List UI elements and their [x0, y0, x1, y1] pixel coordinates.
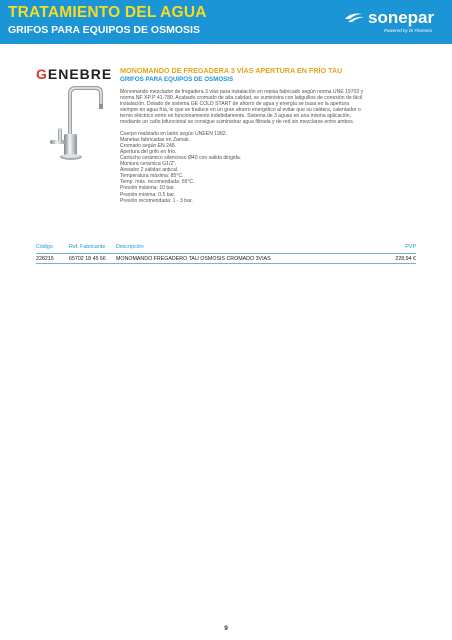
header-pvp: PVP — [405, 244, 416, 250]
product-specs — [120, 131, 400, 204]
logo-wordmark: sonepar — [368, 8, 435, 27]
cell-code: 228215 — [36, 255, 54, 262]
page-header — [0, 0, 452, 44]
spec-line: Presión recomendada: 1 - 3 bar. — [120, 197, 193, 204]
spec-line: Apertura del grifo en frío. — [120, 148, 177, 155]
description-line: termo eléctrico entre en funcionamiento indebidamente. Sistema de 3 aguas en una misma aplicación, — [120, 113, 352, 120]
section-subtitle: GRIFOS PARA EQUIPOS DE OSMOSIS — [8, 24, 200, 36]
product-subtitle: GRIFOS PARA EQUIPOS DE OSMOSIS — [120, 76, 234, 83]
spec-line: Temperatura máxima: 85°C. — [120, 173, 184, 180]
logo-powered-by: Powered by Di Florenco — [384, 28, 433, 33]
spec-line: Manetas fabricadas en Zamak. — [120, 136, 190, 143]
header-code: Código — [36, 244, 53, 250]
header-description: Descripción — [116, 244, 144, 250]
cell-pvp: 228,94 € — [395, 255, 416, 262]
header-ref: Ref. Fabricante — [69, 244, 106, 250]
spec-line: Montura cerámica G1/2". — [120, 161, 177, 168]
spec-line: Temp. máx. recomendada: 65°C. — [120, 179, 195, 186]
description-line: mediante un caño bifuncional se consigue suministrar agua filtrada y de red sin mezclarse entre ambos. — [120, 119, 355, 126]
product-table — [36, 244, 416, 264]
description-line: instalación. Dotado de sistema GE COLD START de ahorro de agua y energía se basa en la apertura — [120, 101, 350, 108]
description-line: siempre en agua fría, lo que se traduce en un gran ahorro energético al evitar que su caldera, calentador o — [120, 107, 361, 114]
page-number: 9 — [224, 625, 228, 632]
spec-line: Cartucho cerámico silencioso Ø40 con salida dirigida. — [120, 154, 242, 161]
product-title: MONOMANDO DE FREGADERA 3 VÍAS APERTURA EN FRÍO TAU — [120, 66, 343, 75]
sonepar-logo — [342, 8, 442, 38]
table-row — [36, 253, 416, 264]
spec-line: Cuerpo realizado en latón según UNEEN 1982. — [120, 130, 228, 137]
faucet-image — [44, 84, 112, 166]
table-header — [36, 244, 416, 253]
cell-description: MONOMANDO FREGADERO TAU OSMOSIS CROMADO 3VIAS — [116, 255, 271, 262]
product-description — [120, 89, 400, 126]
description-line: Monomando mezclador de fregadera 3 vías para instalación en repisa fabricado según norma UNE 19703 y — [120, 89, 364, 95]
sonepar-mark-icon — [342, 10, 368, 26]
genebre-logo: GENEBRE — [36, 66, 113, 82]
spec-line: Presión máxima: 10 bar. — [120, 185, 175, 192]
spec-line: Cromado según EN 248. — [120, 142, 177, 149]
section-title: TRATAMIENTO DEL AGUA — [8, 4, 207, 21]
spec-line: Aireador 2 salidas antical. — [120, 167, 179, 174]
spec-line: Presión mínima: 0,5 bar. — [120, 191, 176, 198]
description-line: norma NF XP P 41-780. Acabado cromado de alta calidad, se suministra con latiguillos de conexión de fácil — [120, 95, 363, 102]
product-block — [120, 66, 400, 204]
cell-ref: 65702 18 45 66 — [69, 255, 106, 262]
